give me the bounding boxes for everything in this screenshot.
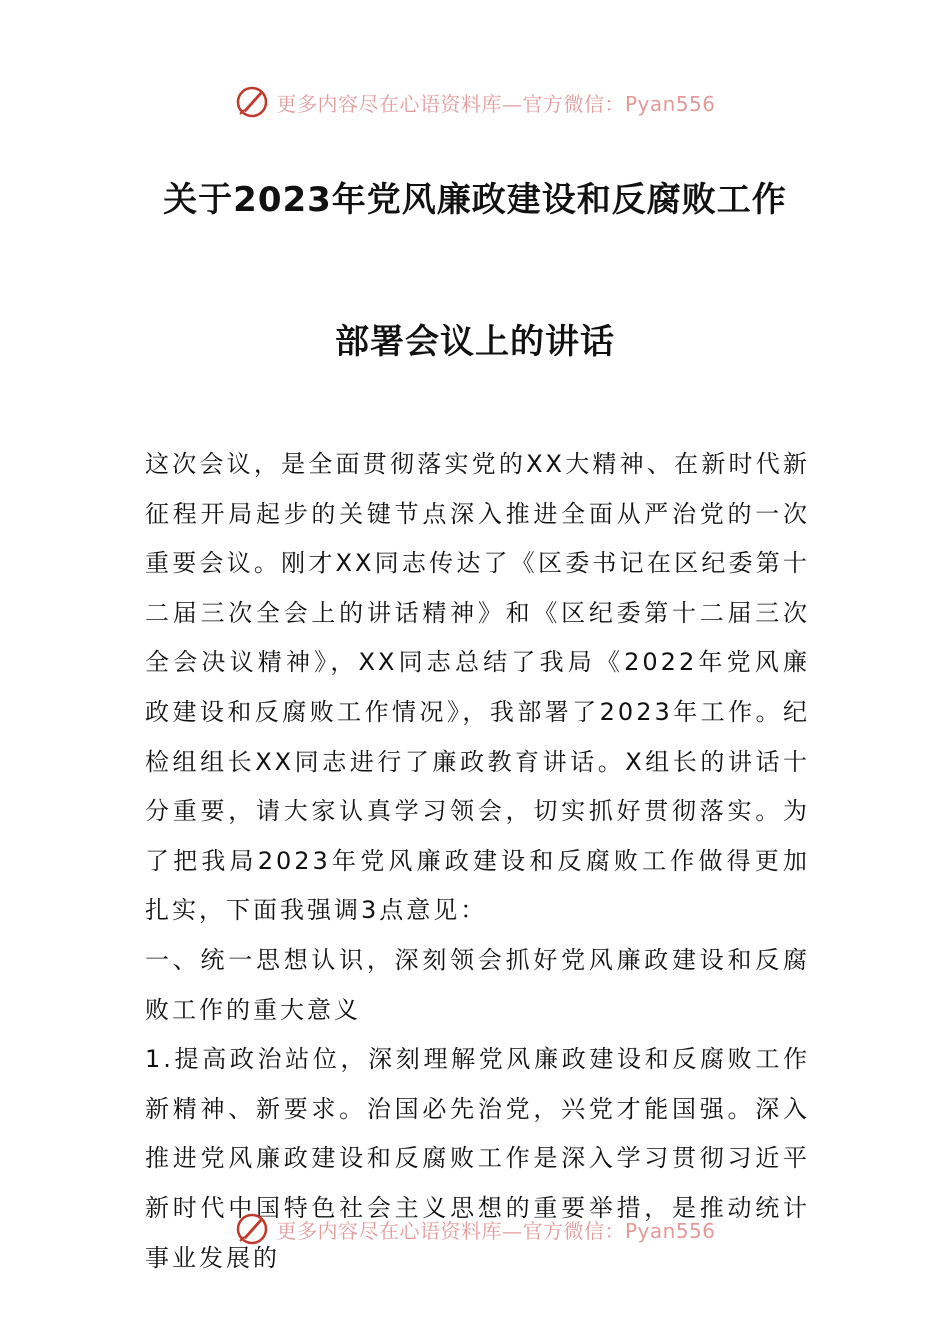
- header-watermark: [0, 80, 950, 124]
- quill-logo-icon: [234, 84, 270, 120]
- watermark-text: 更多内容尽在心语资料库—官方微信：Pyan556: [276, 91, 716, 116]
- body-section-heading: 一、统一思想认识，深刻领会抓好党风廉政建设和反腐败工作的重大意义: [145, 945, 810, 1024]
- document-title-line-2: 部署会议上的讲话: [335, 322, 615, 362]
- document-title-line-1: 关于2023年党风廉政建设和反腐败工作: [163, 180, 787, 220]
- footer-watermark: [0, 1207, 950, 1251]
- body-paragraph-point-1: 1.提高政治站位，深刻理解党风廉政建设和反腐败工作新精神、新要求。治国必先治党，兴党才能国强。深入推进党风廉政建设和反腐败工作是深入学习贯彻习近平新时代中国特色社会主义思想的重要举措，是推动统计事业发展的: [145, 1045, 810, 1272]
- document-body: [145, 440, 810, 1283]
- body-paragraph-intro: 这次会议，是全面贯彻落实党的XX大精神、在新时代新征程开局起步的关键节点深入推进全面从严治党的一次重要会议。刚才XX同志传达了《区委书记在区纪委第十二届三次全会上的讲话精神》和《区纪委第十二届三次全会决议精神》，XX同志总结了我局《2022年党风廉政建设和反腐败工作情况》，我部署了2023年工作。纪检组组长XX同志进行了廉政教育讲话。X组长的讲话十分重要，请大家认真学习领会，切实抓好贯彻落实。为了把我局2023年党风廉政建设和反腐败工作做得更加扎实，下面我强调3点意见：: [145, 450, 810, 925]
- quill-logo-icon: [234, 1211, 270, 1247]
- watermark-text: 更多内容尽在心语资料库—官方微信：Pyan556: [276, 1218, 716, 1243]
